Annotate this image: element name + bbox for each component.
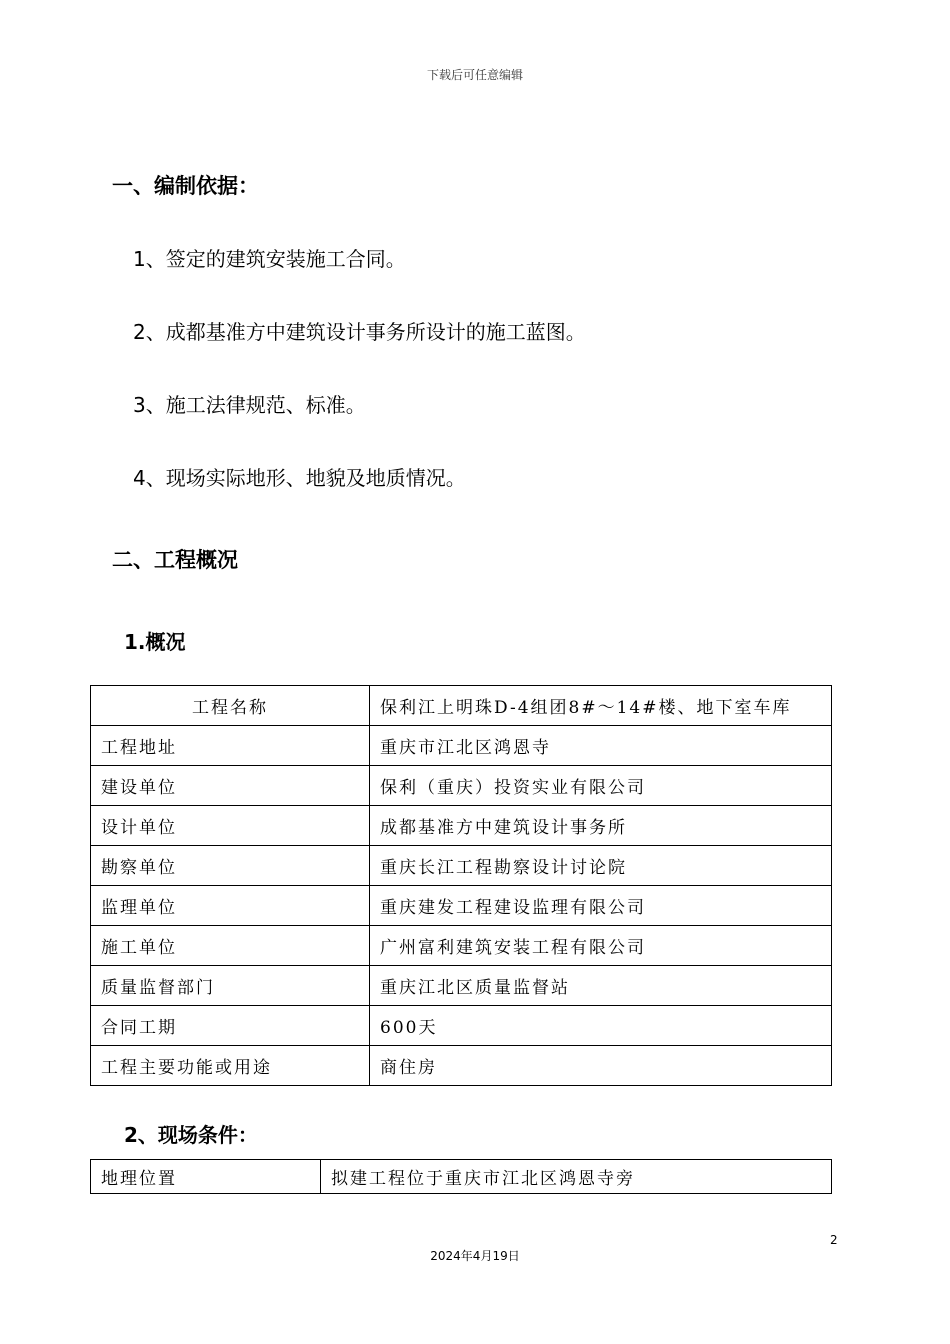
table-cell-value: 600天 [370, 1006, 832, 1046]
basis-item-3: 3、施工法律规范、标准。 [133, 393, 366, 417]
table-row [91, 926, 832, 966]
table-row [91, 1160, 832, 1194]
table-cell-label: 工程主要功能或用途 [91, 1046, 370, 1086]
table-cell-value: 重庆长江工程勘察设计讨论院 [370, 846, 832, 886]
table-row [91, 806, 832, 846]
table-cell-label: 合同工期 [91, 1006, 370, 1046]
table-cell-label: 工程名称 [91, 686, 370, 726]
basis-item-4: 4、现场实际地形、地貌及地质情况。 [133, 466, 466, 490]
table-cell-value: 保利（重庆）投资实业有限公司 [370, 766, 832, 806]
table-cell-label: 勘察单位 [91, 846, 370, 886]
site-conditions-table [90, 1159, 832, 1194]
page-number: 2 [830, 1233, 838, 1247]
table-row [91, 766, 832, 806]
table-row [91, 846, 832, 886]
table-row [91, 686, 832, 726]
basis-item-2: 2、成都基准方中建筑设计事务所设计的施工蓝图。 [133, 320, 586, 344]
table-cell-value: 成都基准方中建筑设计事务所 [370, 806, 832, 846]
table-cell-value: 重庆建发工程建设监理有限公司 [370, 886, 832, 926]
table-cell-label: 建设单位 [91, 766, 370, 806]
table-cell-label: 施工单位 [91, 926, 370, 966]
table-row [91, 966, 832, 1006]
table-row [91, 1006, 832, 1046]
project-overview-table [90, 685, 832, 1086]
table-cell-label: 设计单位 [91, 806, 370, 846]
footer-date: 2024年4月19日 [430, 1249, 520, 1263]
table-cell-value: 拟建工程位于重庆市江北区鸿恩寺旁 [321, 1160, 832, 1194]
site-conditions-subtitle: 2、现场条件： [124, 1123, 258, 1147]
table-cell-value: 重庆市江北区鸿恩寺 [370, 726, 832, 766]
basis-item-1: 1、签定的建筑安装施工合同。 [133, 247, 406, 271]
section1-title: 一、编制依据： [112, 174, 259, 198]
table-cell-value: 保利江上明珠D-4组团8#～14#楼、地下室车库 [370, 686, 832, 726]
table-row [91, 886, 832, 926]
table-cell-value: 商住房 [370, 1046, 832, 1086]
table-cell-label: 质量监督部门 [91, 966, 370, 1006]
overview-subtitle: 1.概况 [124, 630, 186, 654]
table-cell-label: 工程地址 [91, 726, 370, 766]
header-note: 下载后可任意编辑 [426, 68, 523, 82]
table-cell-label: 监理单位 [91, 886, 370, 926]
table-cell-label: 地理位置 [91, 1160, 321, 1194]
table-cell-value: 重庆江北区质量监督站 [370, 966, 832, 1006]
table-cell-value: 广州富利建筑安装工程有限公司 [370, 926, 832, 966]
table-row [91, 1046, 832, 1086]
section2-title: 二、工程概况 [112, 548, 238, 572]
table-row [91, 726, 832, 766]
